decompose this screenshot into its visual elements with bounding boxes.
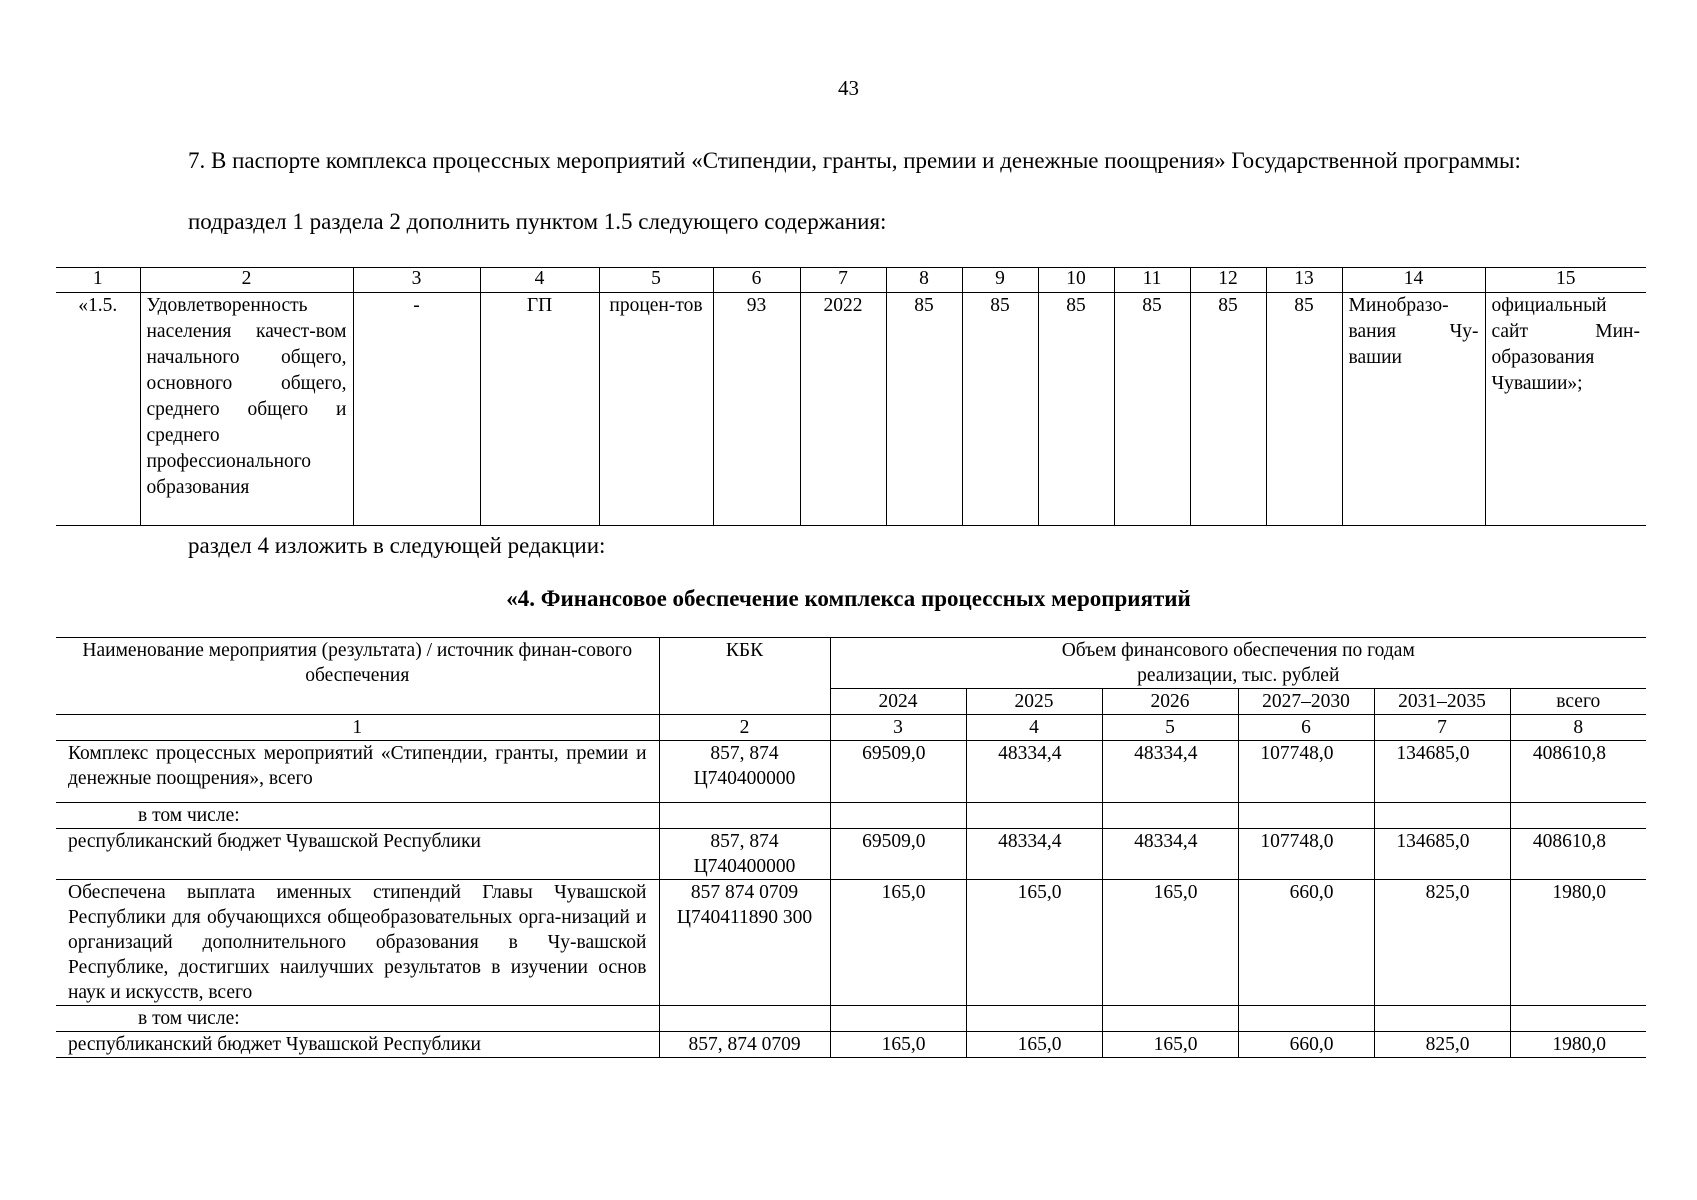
section-title: «4. Финансовое обеспечение комплекса процессных мероприятий (506, 586, 1191, 611)
row-value: 1980,0 (1510, 1032, 1646, 1058)
column-number: 10 (1038, 268, 1114, 293)
row-value: 165,0 (1102, 880, 1238, 1006)
row-name: республиканский бюджет Чувашской Республики (56, 829, 659, 880)
column-number: 2 (140, 268, 353, 293)
financing-header-row (56, 638, 1646, 689)
row-value: 825,0 (1374, 880, 1510, 1006)
column-number: 3 (353, 268, 480, 293)
row-kbk: 857, 874 Ц740400000 (659, 741, 830, 803)
indicator-value: 85 (1190, 293, 1266, 526)
year-header: всего (1510, 689, 1646, 715)
year-header: 2031–2035 (1374, 689, 1510, 715)
indicator-value: 85 (1266, 293, 1342, 526)
table-row (56, 803, 1646, 829)
row-value (1374, 803, 1510, 829)
row-value: 107748,0 (1238, 741, 1374, 803)
column-number: 2 (659, 715, 830, 741)
row-value: 69509,0 (830, 741, 966, 803)
indicator-value: 85 (962, 293, 1038, 526)
indicator-cell: - (353, 293, 480, 526)
column-number: 9 (962, 268, 1038, 293)
indicator-value: 85 (1038, 293, 1114, 526)
table-row (56, 880, 1646, 1006)
row-value (1374, 1006, 1510, 1032)
table-row (56, 829, 1646, 880)
row-value (966, 803, 1102, 829)
row-value: 660,0 (1238, 880, 1374, 1006)
row-value: 48334,4 (966, 829, 1102, 880)
information-source: официальный сайт Мин-образования Чувашии»; (1485, 293, 1646, 526)
row-name: в том числе: (56, 803, 659, 829)
intro-paragraph-7: 7. В паспорте комплекса процессных мероприятий «Стипендии, гранты, премии и денежные поощрения» Государственной программы: (188, 148, 1521, 173)
intro-paragraph-section4: раздел 4 изложить в следующей редакции: (188, 533, 606, 558)
indicator-unit: процен-тов (599, 293, 713, 526)
row-name: Обеспечена выплата именных стипендий Главы Чувашской Республики для обучающихся общеобразовательных орга-низаций и организаций дополнительного образования в Чу-вашской Республике, достигших наилучших результатов в изучении основ наук и искусств, всего (56, 880, 659, 1006)
indicators-header-row (56, 268, 1646, 293)
column-number: 15 (1485, 268, 1646, 293)
column-number: 6 (1238, 715, 1374, 741)
column-number: 14 (1342, 268, 1485, 293)
year-header: 2026 (1102, 689, 1238, 715)
row-value: 165,0 (1102, 1032, 1238, 1058)
row-kbk (659, 1006, 830, 1032)
financing-numbers-row (56, 715, 1646, 741)
table-row (56, 741, 1646, 803)
indicator-row-1-5 (56, 293, 1646, 526)
row-name: Комплекс процессных мероприятий «Стипендии, гранты, премии и денежные поощрения», всего (56, 741, 659, 803)
indicator-value: 85 (1114, 293, 1190, 526)
column-number: 7 (1374, 715, 1510, 741)
row-value (1510, 803, 1646, 829)
column-number: 4 (966, 715, 1102, 741)
row-value (1102, 803, 1238, 829)
row-value: 1980,0 (1510, 880, 1646, 1006)
column-number: 1 (56, 268, 140, 293)
year-header: 2025 (966, 689, 1102, 715)
indicator-base-year: 2022 (800, 293, 886, 526)
column-number: 1 (56, 715, 659, 741)
column-number: 5 (599, 268, 713, 293)
indicator-base-value: 93 (713, 293, 800, 526)
row-name: республиканский бюджет Чувашской Республики (56, 1032, 659, 1058)
column-number: 11 (1114, 268, 1190, 293)
row-value (966, 1006, 1102, 1032)
intro-paragraph-subsection: подраздел 1 раздела 2 дополнить пунктом 1.5 следующего содержания: (188, 209, 887, 234)
row-value: 48334,4 (1102, 829, 1238, 880)
column-number: 5 (1102, 715, 1238, 741)
row-value: 825,0 (1374, 1032, 1510, 1058)
indicator-value: 85 (886, 293, 962, 526)
row-value (1238, 803, 1374, 829)
column-number: 8 (886, 268, 962, 293)
row-value: 107748,0 (1238, 829, 1374, 880)
indicator-level: ГП (480, 293, 599, 526)
row-value: 408610,8 (1510, 829, 1646, 880)
column-number: 13 (1266, 268, 1342, 293)
row-kbk: 857, 874 0709 (659, 1032, 830, 1058)
financing-table (56, 637, 1646, 1058)
row-value: 48334,4 (1102, 741, 1238, 803)
row-value (830, 1006, 966, 1032)
table-row (56, 1032, 1646, 1058)
row-value: 165,0 (966, 880, 1102, 1006)
column-number: 4 (480, 268, 599, 293)
column-number: 6 (713, 268, 800, 293)
row-kbk: 857, 874 Ц740400000 (659, 829, 830, 880)
row-kbk (659, 803, 830, 829)
column-number: 3 (830, 715, 966, 741)
header-name: Наименование мероприятия (результата) / источник финан-сового обеспечения (56, 638, 659, 715)
row-value: 165,0 (830, 880, 966, 1006)
row-value: 165,0 (966, 1032, 1102, 1058)
row-value: 134685,0 (1374, 741, 1510, 803)
header-volume: Объем финансового обеспечения по годам реализации, тыс. рублей (830, 638, 1646, 689)
row-value: 660,0 (1238, 1032, 1374, 1058)
header-kbk: КБК (659, 638, 830, 715)
row-value: 48334,4 (966, 741, 1102, 803)
row-value (830, 803, 966, 829)
year-header: 2024 (830, 689, 966, 715)
row-value: 165,0 (830, 1032, 966, 1058)
year-header: 2027–2030 (1238, 689, 1374, 715)
row-number: «1.5. (56, 293, 140, 526)
row-value (1238, 1006, 1374, 1032)
page-number: 43 (838, 76, 859, 100)
row-value (1102, 1006, 1238, 1032)
row-kbk: 857 874 0709 Ц740411890 300 (659, 880, 830, 1006)
indicators-table (56, 267, 1646, 526)
row-name: в том числе: (56, 1006, 659, 1032)
table-row (56, 1006, 1646, 1032)
row-value (1510, 1006, 1646, 1032)
indicator-name: Удовлетворенность населения качест-вом начального общего, основного общего, среднего общего и среднего профессионального образования (140, 293, 353, 526)
row-value: 69509,0 (830, 829, 966, 880)
column-number: 8 (1510, 715, 1646, 741)
row-value: 134685,0 (1374, 829, 1510, 880)
column-number: 12 (1190, 268, 1266, 293)
column-number: 7 (800, 268, 886, 293)
row-value: 408610,8 (1510, 741, 1646, 803)
responsible-body: Минобразо-вания Чу-вашии (1342, 293, 1485, 526)
